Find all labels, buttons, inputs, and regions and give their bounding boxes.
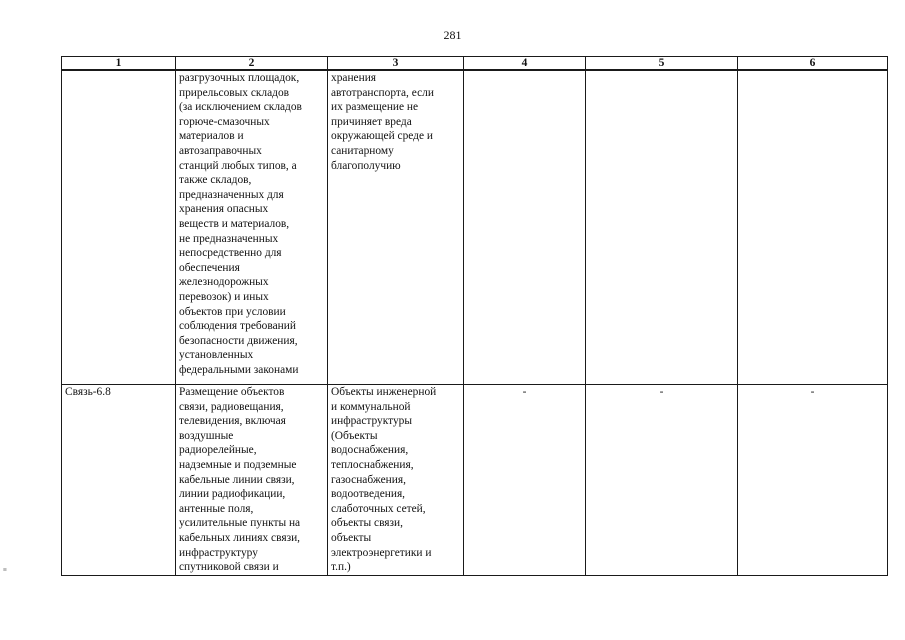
table-row — [62, 70, 888, 385]
column-header-5: 5 — [586, 57, 738, 71]
column-header-6: 6 — [738, 57, 888, 71]
column-header-4: 4 — [464, 57, 586, 71]
table-cell — [328, 385, 464, 576]
cell-text: хранения автотранспорта, если их размещение не причиняет вреда окружающей среде и санитарному благополучию — [331, 72, 434, 172]
table-cell — [586, 70, 738, 385]
cell-text: - — [522, 386, 527, 398]
table-cell — [62, 385, 176, 576]
table-row — [62, 385, 888, 576]
column-header-1: 1 — [62, 57, 176, 71]
table-cell — [464, 385, 586, 576]
cell-text: - — [659, 386, 664, 398]
cell-text: Размещение объектов связи, радиовещания, телевидения, включая воздушные радиорелейные, надземные и подземные кабельные линии связи, линии радиофикации, антенные поля, усилительные пункты на кабельных линиях связи, инфраструктуру спутниковой связи и — [179, 386, 301, 574]
table-cell — [464, 70, 586, 385]
cell-text: - — [810, 386, 815, 398]
column-header-3: 3 — [328, 57, 464, 71]
zoning-table — [61, 56, 888, 576]
column-header-2: 2 — [176, 57, 328, 71]
table-cell — [738, 70, 888, 385]
margin-mark: ≡ — [3, 566, 7, 574]
table-cell — [328, 70, 464, 385]
table-cell — [586, 385, 738, 576]
cell-text: Связь-6.8 — [65, 386, 111, 398]
table-cell — [176, 385, 328, 576]
table-cell — [738, 385, 888, 576]
cell-text: Объекты инженерной и коммунальной инфраструктуры (Объекты водоснабжения, теплоснабжения, газоснабжения, водоотведения, слаботочных сетей, объекты связи, объекты электроэнергетики и т.п.) — [331, 386, 437, 574]
table-header-row — [62, 57, 888, 71]
cell-text: разгрузочных площадок, прирельсовых складов (за исключением складов горюче-смазочных материалов и автозаправочных станций любых типов, а также складов, предназначенных для хранения опасных веществ и материалов, не предназначенных непосредственно для обеспечения железнодорожных перевозок) и иных объектов при условии соблюдения требований безопасности движения, установленных федеральными законами — [179, 72, 302, 376]
page-number: 281 — [443, 28, 462, 42]
table-cell — [176, 70, 328, 385]
table-cell — [62, 70, 176, 385]
